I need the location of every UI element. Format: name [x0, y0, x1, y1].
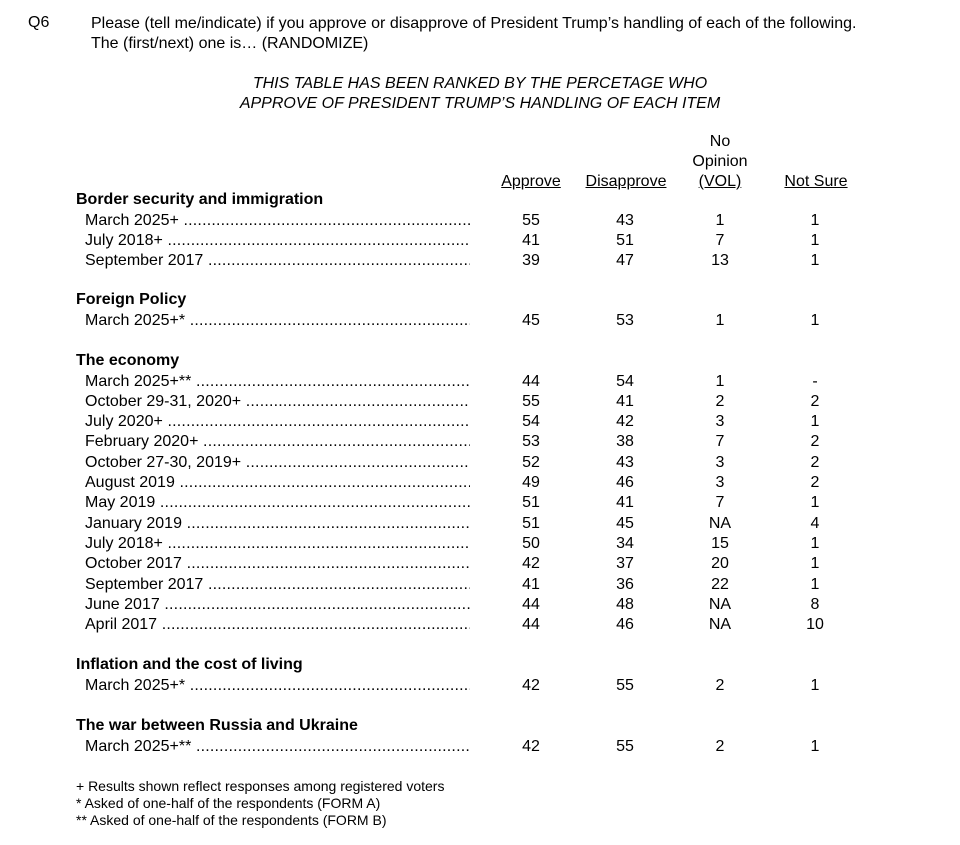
cell-approve: 51: [522, 494, 540, 511]
cell-disapprove: 38: [616, 433, 634, 450]
section-title: Border security and immigration: [76, 191, 324, 208]
row-label: March 2025+* .....: [85, 312, 470, 332]
row-label: September 2017 .....: [85, 252, 470, 272]
cell-disapprove: 41: [616, 494, 634, 511]
cell-disapprove: 47: [616, 252, 634, 269]
cell-no-opinion: 22: [711, 576, 729, 593]
cell-disapprove: 46: [616, 474, 634, 491]
question-text: [91, 14, 941, 54]
row-label: August 2019 .....: [85, 474, 470, 494]
row-label: October 29-31, 2020+ .....: [85, 393, 470, 413]
cell-approve: 54: [522, 413, 540, 430]
column-header-no-opinion-line2: Opinion: [692, 153, 748, 170]
cell-approve: 42: [522, 677, 540, 694]
cell-approve: 41: [522, 576, 540, 593]
row-label: March 2025+* .....: [85, 677, 470, 697]
cell-disapprove: 53: [616, 312, 634, 329]
row-label: March 2025+ .....: [85, 212, 470, 232]
cell-approve: 50: [522, 535, 540, 552]
cell-no-opinion: 20: [711, 555, 729, 572]
cell-not-sure: 1: [810, 413, 820, 430]
cell-no-opinion: 3: [715, 413, 725, 430]
cell-no-opinion: 7: [715, 232, 725, 249]
cell-not-sure: 1: [810, 576, 820, 593]
cell-approve: 51: [522, 515, 540, 532]
cell-not-sure: 2: [810, 454, 820, 471]
column-header-not-sure-label: Not Sure: [784, 173, 848, 190]
ranking-note: [0, 74, 960, 114]
footnote-registered-voters: + Results shown reflect responses among registered voters: [76, 778, 445, 794]
cell-disapprove: 48: [616, 596, 634, 613]
cell-not-sure: 2: [810, 393, 820, 410]
cell-no-opinion: NA: [708, 596, 732, 613]
cell-no-opinion: 7: [715, 494, 725, 511]
cell-not-sure: 1: [810, 212, 820, 229]
cell-no-opinion: NA: [708, 515, 732, 532]
cell-no-opinion: 3: [715, 474, 725, 491]
cell-approve: 45: [522, 312, 540, 329]
column-header-approve: [496, 172, 566, 192]
cell-not-sure: 1: [810, 494, 820, 511]
cell-approve: 44: [522, 373, 540, 390]
question-text-line2: The (first/next) one is… (RANDOMIZE): [91, 35, 369, 52]
cell-not-sure: 2: [810, 474, 820, 491]
cell-not-sure: 1: [810, 252, 820, 269]
row-label: March 2025+** .....: [85, 738, 470, 758]
cell-disapprove: 43: [616, 454, 634, 471]
row-label: July 2020+ .....: [85, 413, 470, 433]
ranking-note-line2: APPROVE OF PRESIDENT TRUMP’S HANDLING OF EACH ITEM: [239, 95, 721, 112]
cell-no-opinion: 2: [715, 393, 725, 410]
cell-approve: 42: [522, 738, 540, 755]
cell-no-opinion: NA: [708, 616, 732, 633]
column-header-not-sure: [770, 172, 862, 192]
row-label: July 2018+ .....: [85, 232, 470, 252]
cell-not-sure: -: [812, 373, 818, 390]
footnote-form-a: * Asked of one-half of the respondents (FORM A): [76, 795, 381, 811]
row-label: February 2020+ .....: [85, 433, 470, 453]
cell-approve: 52: [522, 454, 540, 471]
cell-no-opinion: 1: [715, 212, 725, 229]
row-label: October 2017 .....: [85, 555, 470, 575]
cell-not-sure: 1: [810, 232, 820, 249]
row-label: April 2017 .....: [85, 616, 470, 636]
cell-disapprove: 37: [616, 555, 634, 572]
cell-not-sure: 8: [810, 596, 820, 613]
cell-no-opinion: 3: [715, 454, 725, 471]
cell-not-sure: 10: [806, 616, 824, 633]
cell-disapprove: 45: [616, 515, 634, 532]
cell-no-opinion: 7: [715, 433, 725, 450]
cell-no-opinion: 13: [711, 252, 729, 269]
cell-approve: 41: [522, 232, 540, 249]
question-number: Q6: [28, 14, 50, 31]
column-header-no-opinion: [680, 132, 760, 192]
cell-not-sure: 4: [810, 515, 820, 532]
cell-disapprove: 41: [616, 393, 634, 410]
cell-disapprove: 34: [616, 535, 634, 552]
question-text-line1: Please (tell me/indicate) if you approve or disapprove of President Trump’s handling of each of the following.: [91, 15, 857, 32]
section-title: The economy: [76, 352, 180, 369]
section-title: Inflation and the cost of living: [76, 656, 303, 673]
cell-not-sure: 1: [810, 738, 820, 755]
column-header-approve-label: Approve: [501, 173, 561, 190]
cell-disapprove: 36: [616, 576, 634, 593]
column-header-disapprove-label: Disapprove: [585, 173, 667, 190]
cell-approve: 42: [522, 555, 540, 572]
cell-no-opinion: 2: [715, 738, 725, 755]
cell-approve: 55: [522, 212, 540, 229]
cell-no-opinion: 1: [715, 373, 725, 390]
cell-disapprove: 51: [616, 232, 634, 249]
row-label: March 2025+** .....: [85, 373, 470, 393]
row-label: September 2017 .....: [85, 576, 470, 596]
cell-approve: 39: [522, 252, 540, 269]
cell-not-sure: 1: [810, 535, 820, 552]
cell-not-sure: 1: [810, 312, 820, 329]
column-header-disapprove: [576, 172, 676, 192]
row-label: January 2019 .....: [85, 515, 470, 535]
cell-disapprove: 55: [616, 738, 634, 755]
ranking-note-line1: THIS TABLE HAS BEEN RANKED BY THE PERCETAGE WHO: [252, 75, 708, 92]
row-label: June 2017 .....: [85, 596, 470, 616]
section-title: Foreign Policy: [76, 291, 187, 308]
cell-disapprove: 54: [616, 373, 634, 390]
column-header-no-opinion-line1: No: [709, 133, 731, 150]
cell-disapprove: 46: [616, 616, 634, 633]
cell-disapprove: 55: [616, 677, 634, 694]
cell-disapprove: 43: [616, 212, 634, 229]
row-label: July 2018+ .....: [85, 535, 470, 555]
cell-not-sure: 1: [810, 555, 820, 572]
cell-not-sure: 1: [810, 677, 820, 694]
cell-approve: 44: [522, 616, 540, 633]
column-header-no-opinion-line3: (VOL): [698, 173, 742, 190]
row-label: May 2019 .....: [85, 494, 470, 514]
cell-no-opinion: 15: [711, 535, 729, 552]
cell-approve: 55: [522, 393, 540, 410]
cell-not-sure: 2: [810, 433, 820, 450]
cell-no-opinion: 2: [715, 677, 725, 694]
cell-disapprove: 42: [616, 413, 634, 430]
cell-no-opinion: 1: [715, 312, 725, 329]
section-title: The war between Russia and Ukraine: [76, 717, 358, 734]
cell-approve: 49: [522, 474, 540, 491]
footnote-form-b: ** Asked of one-half of the respondents (FORM B): [76, 812, 387, 828]
cell-approve: 44: [522, 596, 540, 613]
cell-approve: 53: [522, 433, 540, 450]
row-label: October 27-30, 2019+ .....: [85, 454, 470, 474]
